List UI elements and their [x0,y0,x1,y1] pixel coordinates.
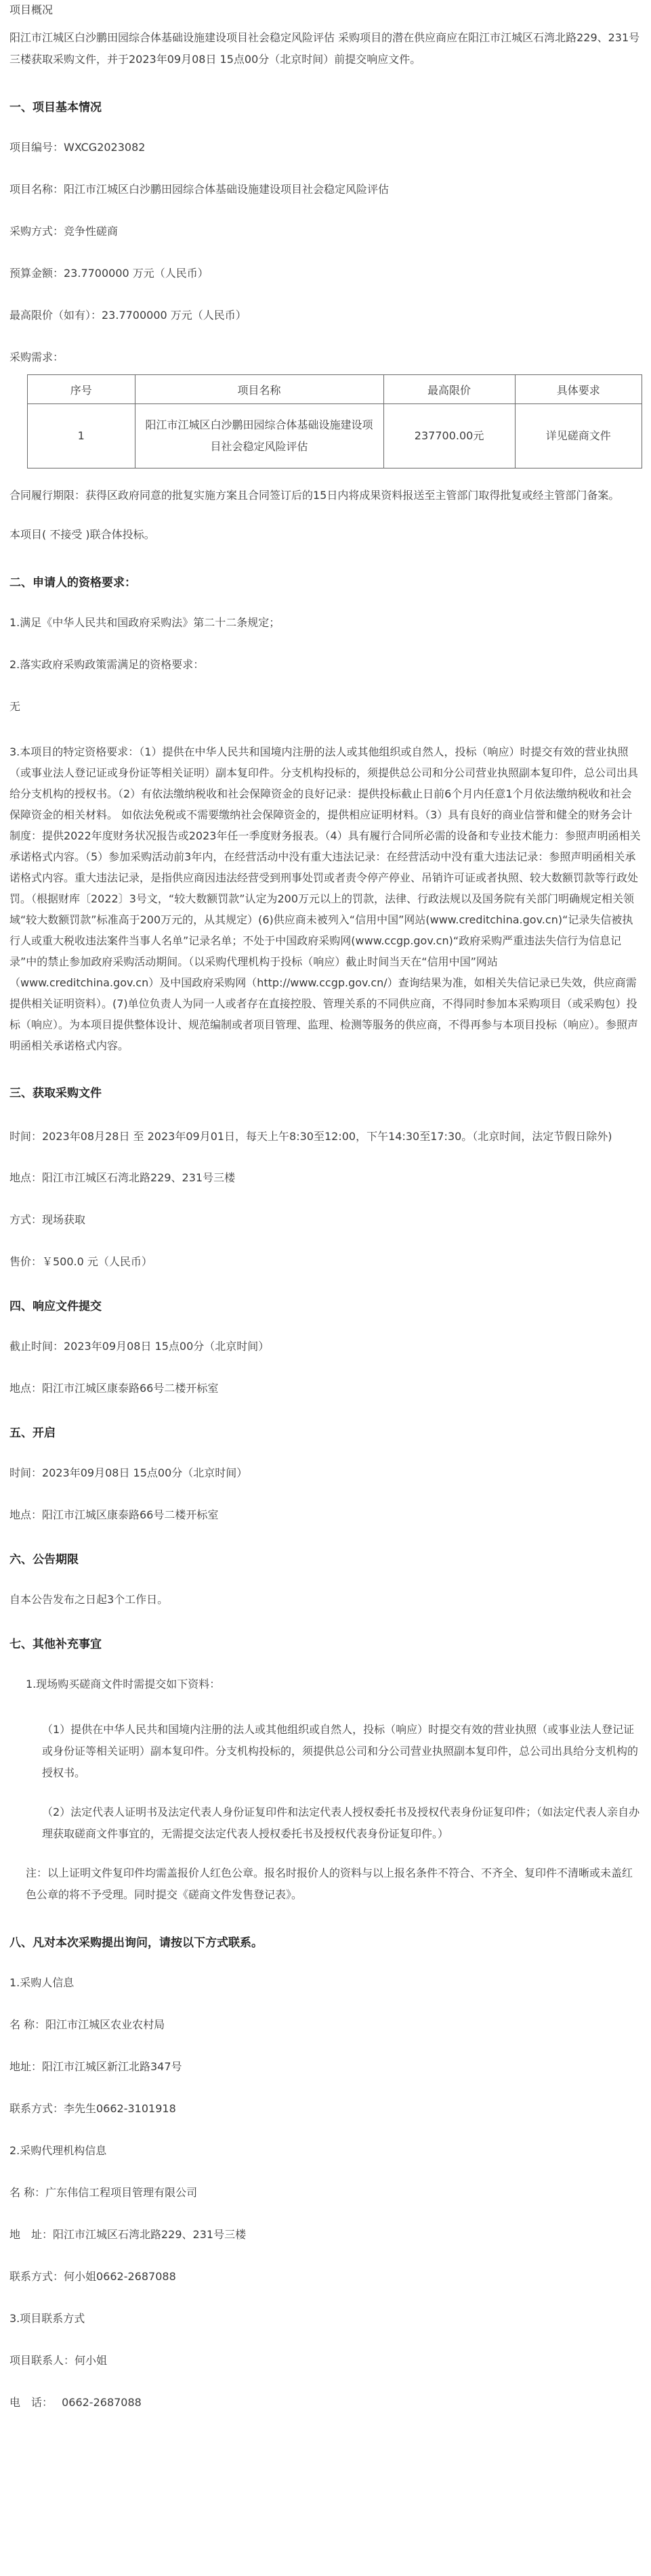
supplement-item-2: （2）法定代表人证明书及法定代表人身份证复印件和法定代表人授权委托书及授权代表身份证复印件；（如法定代表人亲自办理获取磋商文件事宜的，无需提交法定代表人授权委托书及授权代表身份证复印件。） [42,1806,640,1840]
agent-address: 地 址：阳江市江城区石湾北路229、231号三楼 [9,2228,247,2241]
table-header-cell: 项目名称 [135,375,383,404]
opening-place: 地点：阳江市江城区康泰路66号二楼开标室 [9,1508,219,1521]
agent-name: 名 称：广东伟信工程项目管理有限公司 [9,2186,198,2199]
project-number: 项目编号：WXCG2023082 [9,141,146,154]
table-header-cell: 具体要求 [515,375,642,404]
project-name: 项目名称：阳江市江城区白沙鹏田园综合体基础设施建设项目社会稳定风险评估 [9,183,390,196]
announcement-period: 自本公告发布之日起3个工作日。 [9,1593,169,1606]
table-header-cell: 序号 [28,375,135,404]
overview-text: 阳江市江城区白沙鹏田园综合体基础设施建设项目社会稳定风险评估 采购项目的潜在供应商应在阳江市江城区石湾北路229、231号三楼获取采购文件，并于2023年09月08日 15点00分（北京时间）前提交响应文件。 [9,31,640,66]
qualification-item-1: 1.满足《中华人民共和国政府采购法》第二十二条规定； [9,616,280,629]
contract-period: 合同履行期限：获得区政府同意的批复实施方案且合同签订后的15日内将成果资料报送至主管部门取得批复或经主管部门备案。 [9,489,620,502]
demand-label: 采购需求： [9,351,64,364]
table-cell-name: 阳江市江城区白沙鹏田园综合体基础设施建设项目社会稳定风险评估 [135,404,383,468]
project-contact-person: 项目联系人：何小姐 [9,2354,108,2367]
qualification-item-2-value: 无 [9,700,21,713]
project-contact-title: 3.项目联系方式 [9,2312,85,2325]
obtain-method: 方式：现场获取 [9,1213,86,1226]
budget-amount: 预算金额：23.7700000 万元（人民币） [9,267,209,280]
section4-title: 四、响应文件提交 [9,1300,102,1313]
obtain-time: 时间：2023年08月28日 至 2023年09月01日，每天上午8:30至12:00，下午14:30至17:30。（北京时间，法定节假日除外) [9,1130,612,1143]
buyer-contact: 联系方式：李先生0662-3101918 [9,2102,176,2115]
opening-time: 时间：2023年09月08日 15点00分（北京时间） [9,1466,248,1479]
buyer-name: 名 称：阳江市江城区农业农村局 [9,2018,165,2031]
supplement-note: 注：以上证明文件复印件均需盖报价人红色公章。报名时报价人的资料与以上报名条件不符合、不齐全、复印件不清晰或未盖红色公章的将不予受理。同时提交《磋商文件发售登记表》。 [26,1866,633,1901]
table-cell-spec: 详见磋商文件 [515,404,642,468]
obtain-place: 地点：阳江市江城区石湾北路229、231号三楼 [9,1171,236,1184]
section6-title: 六、公告期限 [9,1553,79,1567]
consortium-note: 本项目( 不接受 )联合体投标。 [9,528,155,541]
section1-title: 一、项目基本情况 [9,101,102,114]
buyer-address: 地址：阳江市江城区新江北路347号 [9,2060,182,2073]
max-price: 最高限价（如有）：23.7700000 万元（人民币） [9,309,247,322]
qualification-item-2: 2.落实政府采购政策需满足的资格要求： [9,658,205,671]
table-cell-price: 237700.00元 [383,404,515,468]
section7-title: 七、其他补充事宜 [9,1638,102,1651]
table-row [28,404,642,468]
project-phone: 电 话： 0662-2687088 [9,2396,142,2409]
table-header-row [28,375,642,404]
supplement-intro: 1.现场购买磋商文件时需提交如下资料： [26,1678,221,1690]
section8-title: 八、凡对本次采购提出询问，请按以下方式联系。 [9,1936,263,1950]
supplement-item-1: （1）提供在中华人民共和国境内注册的法人或其他组织或自然人，投标（响应）时提交有效的营业执照（或事业法人登记证或身份证等相关证明）副本复印件。分支机构投标的，须提供总公司和分公司营业执照副本复印件，总公司出具给分支机构的授权书。 [42,1723,639,1779]
section2-title: 二、申请人的资格要求： [9,576,136,590]
section5-title: 五、开启 [9,1426,56,1440]
submit-place: 地点：阳江市江城区康泰路66号二楼开标室 [9,1382,219,1395]
table-cell-no: 1 [28,404,135,468]
agent-info-title: 2.采购代理机构信息 [9,2144,107,2157]
buyer-info-title: 1.采购人信息 [9,1976,75,1989]
submit-deadline: 截止时间：2023年09月08日 15点00分（北京时间） [9,1340,270,1353]
section3-title: 三、获取采购文件 [9,1087,102,1100]
qualification-item-3: 3.本项目的特定资格要求：（1）提供在中华人民共和国境内注册的法人或其他组织或自然人，投标（响应）时提交有效的营业执照（或事业法人登记证或身份证等相关证明）副本复印件。分支机构投标的，须提供总公司和分公司营业执照副本复印件，总公司出具给分支机构的授权书。（2）有依法缴纳税收和社会保障资金的良好记录：提供投标截止日前6个月内任意1个月依法缴纳税收和社会保障资金的相关材料。 如依法免税或不需要缴纳社会保障资金的，提供相应证明材料。（3）具有良好的商业信誉和健全的财务会计制度：提供2022年度财务状况报告或2023年任一季度财务报表。（4）具有履行合同所必需的设备和专业技术能力：参照声明函相关承诺格式内容。（5）参加采购活动前3年内，在经营活动中没有重大违法记录：在经营活动中没有重大违法记录：参照声明函相关承诺格式内容。重大违法记录，是指供应商因违法经营受到刑事处罚或者责令停产停业、吊销许可证或者执照、较大数额罚款等行政处罚。（根据财库〔2022〕3号文，“较大数额罚款”认定为200万元以上的罚款，法律、行政法规以及国务院有关部门明确规定相关领域“较大数额罚款”标准高于200万元的，从其规定）(6)供应商未被列入“信用中国”网站(www.creditchina.gov.cn)“记录失信被执行人或重大税收违法案件当事人名单”记录名单；不处于中国政府采购网(www.ccgp.gov.cn)“政府采购严重违法失信行为信息记录”中的禁止参加政府采购活动期间。（以采购代理机构于投标（响应）截止时间当天在“信用中国”网站（www.creditchina.gov.cn）及中国政府采购网（http://www.ccgp.gov.cn/）查询结果为准，如相关失信记录已失效，供应商需提供相关证明资料）。(7)单位负责人为同一人或者存在直接控股、管理关系的不同供应商，不得同时参加本采购项目（或采购包）投标（响应）。为本项目提供整体设计、规范编制或者项目管理、监理、检测等服务的供应商，不得再参与本项目投标（响应）。参照声明函相关承诺格式内容。 [9,745,641,1052]
procurement-method: 采购方式：竞争性磋商 [9,225,119,238]
document-price: 售价：￥500.0 元（人民币） [9,1255,152,1268]
demand-table [27,374,642,468]
table-header-cell: 最高限价 [383,375,515,404]
overview-title: 项目概况 [9,3,54,16]
agent-contact: 联系方式：何小姐0662-2687088 [9,2270,176,2283]
